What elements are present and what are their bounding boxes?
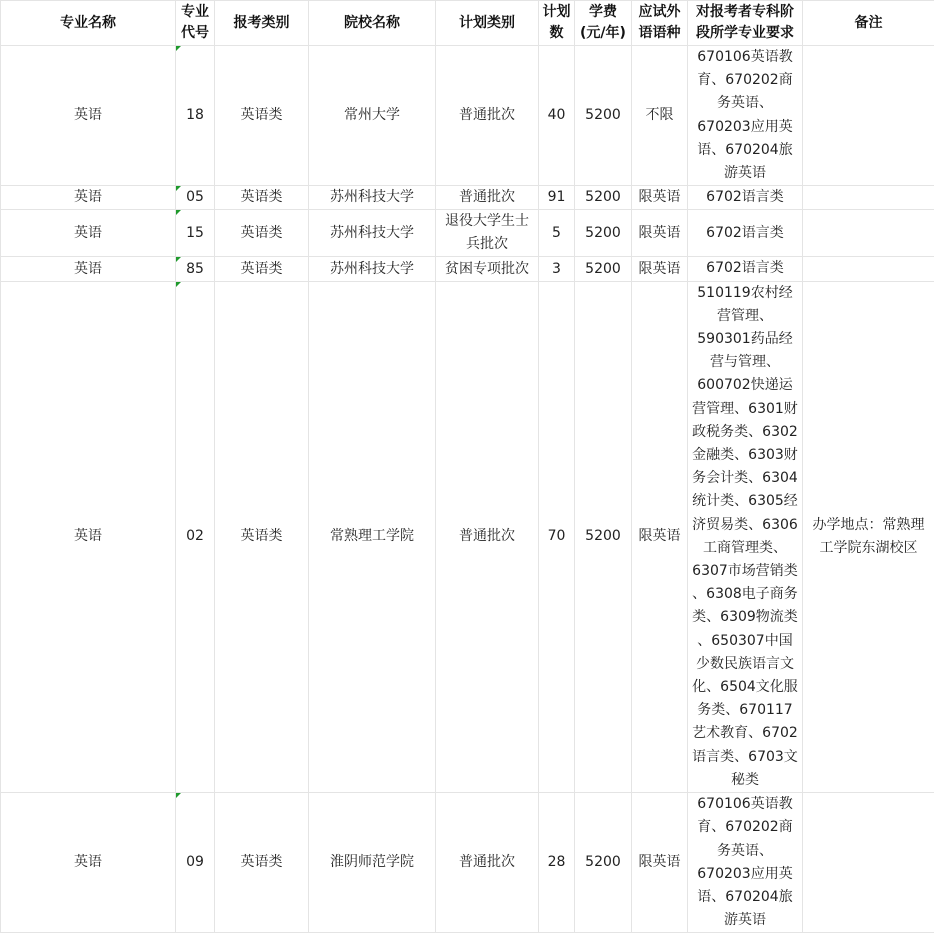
requirement-cell-line: 670106英语教	[690, 793, 800, 816]
header-major-name: 专业名称	[1, 1, 176, 46]
major-code-cell: 18	[176, 46, 215, 186]
requirement-cell-line: 务英语、	[690, 92, 800, 115]
tuition-cell: 5200	[575, 186, 632, 210]
header-plan-count-line: 数	[541, 23, 572, 44]
note-cell	[803, 210, 934, 257]
requirement-cell-line: 590301药品经	[690, 328, 800, 351]
exam-category-cell: 英语类	[215, 210, 309, 257]
plan-type-cell-line: 普通批次	[438, 525, 536, 548]
foreign-language-cell: 限英语	[632, 281, 688, 792]
requirement-cell-line: 务类、670117	[690, 699, 800, 722]
requirement-cell	[688, 257, 803, 281]
exam-category-cell: 英语类	[215, 257, 309, 281]
foreign-language-cell: 限英语	[632, 257, 688, 281]
plan-type-cell-line: 退役大学生士	[438, 210, 536, 233]
tuition-cell: 5200	[575, 257, 632, 281]
header-requirement-line: 段所学专业要求	[690, 23, 800, 44]
requirement-cell-line: 、650307中国	[690, 630, 800, 653]
requirement-cell-line: 、6308电子商务	[690, 583, 800, 606]
header-requirement-line: 对报考者专科阶	[690, 2, 800, 23]
note-cell	[803, 257, 934, 281]
requirement-cell-line: 游英语	[690, 162, 800, 185]
major-code-cell: 02	[176, 281, 215, 792]
header-plan-count	[539, 1, 575, 46]
plan-count-cell: 40	[539, 46, 575, 186]
note-cell-line: 办学地点：常熟理	[807, 514, 930, 537]
header-foreign-language-line: 应试外	[634, 2, 685, 23]
plan-type-cell	[436, 281, 539, 792]
table-row	[1, 793, 934, 933]
header-major-code-line: 代号	[178, 23, 212, 44]
exam-category-cell: 英语类	[215, 186, 309, 210]
requirement-cell-line: 统计类、6305经	[690, 490, 800, 513]
table-row	[1, 281, 934, 792]
major-code-cell: 15	[176, 210, 215, 257]
plan-type-cell-line: 普通批次	[438, 186, 536, 209]
requirement-cell-line: 艺术教育、6702	[690, 722, 800, 745]
header-plan-count-line: 计划	[541, 2, 572, 23]
table-body	[1, 46, 934, 933]
requirement-cell-line: 秘类	[690, 769, 800, 792]
plan-type-cell-line: 普通批次	[438, 851, 536, 874]
table-row	[1, 210, 934, 257]
major-name-cell: 英语	[1, 46, 176, 186]
tuition-cell: 5200	[575, 210, 632, 257]
school-name-cell: 苏州科技大学	[309, 186, 436, 210]
requirement-cell-line: 600702快递运	[690, 374, 800, 397]
note-cell	[803, 793, 934, 933]
foreign-language-cell: 不限	[632, 46, 688, 186]
requirement-cell-line: 营与管理、	[690, 351, 800, 374]
requirement-cell	[688, 46, 803, 186]
major-name-cell: 英语	[1, 793, 176, 933]
major-name-cell: 英语	[1, 281, 176, 792]
table-row	[1, 257, 934, 281]
major-name-cell: 英语	[1, 257, 176, 281]
foreign-language-cell: 限英语	[632, 793, 688, 933]
tuition-cell: 5200	[575, 281, 632, 792]
tuition-cell: 5200	[575, 46, 632, 186]
requirement-cell-line: 语、670204旅	[690, 886, 800, 909]
exam-category-cell: 英语类	[215, 793, 309, 933]
plan-type-cell	[436, 793, 539, 933]
requirement-cell-line: 务会计类、6304	[690, 467, 800, 490]
header-school-name: 院校名称	[309, 1, 436, 46]
exam-category-cell: 英语类	[215, 46, 309, 186]
plan-count-cell: 5	[539, 210, 575, 257]
requirement-cell-line: 育、670202商	[690, 816, 800, 839]
requirement-cell-line: 济贸易类、6306	[690, 514, 800, 537]
header-note: 备注	[803, 1, 934, 46]
table-row	[1, 186, 934, 210]
note-cell	[803, 281, 934, 792]
major-code-cell: 05	[176, 186, 215, 210]
school-name-cell: 苏州科技大学	[309, 210, 436, 257]
requirement-cell-line: 语言类、6703文	[690, 746, 800, 769]
major-name-cell: 英语	[1, 186, 176, 210]
requirement-cell-line: 政税务类、6302	[690, 421, 800, 444]
requirement-cell-line: 金融类、6303财	[690, 444, 800, 467]
plan-type-cell	[436, 186, 539, 210]
requirement-cell-line: 少数民族语言文	[690, 653, 800, 676]
requirement-cell-line: 语、670204旅	[690, 139, 800, 162]
exam-category-cell: 英语类	[215, 281, 309, 792]
note-cell	[803, 186, 934, 210]
requirement-cell-line: 670203应用英	[690, 863, 800, 886]
requirement-cell	[688, 186, 803, 210]
header-tuition-line: 学费	[577, 2, 629, 23]
plan-count-cell: 70	[539, 281, 575, 792]
plan-type-cell-line: 贫困专项批次	[438, 258, 536, 281]
requirement-cell-line: 6702语言类	[690, 186, 800, 209]
header-plan-type: 计划类别	[436, 1, 539, 46]
requirement-cell-line: 类、6309物流类	[690, 606, 800, 629]
school-name-cell: 淮阴师范学院	[309, 793, 436, 933]
plan-type-cell-line: 普通批次	[438, 104, 536, 127]
requirement-cell-line: 育、670202商	[690, 69, 800, 92]
requirement-cell-line: 6702语言类	[690, 222, 800, 245]
requirement-cell-line: 营管理、6301财	[690, 398, 800, 421]
major-code-cell: 85	[176, 257, 215, 281]
requirement-cell	[688, 281, 803, 792]
plan-type-cell	[436, 210, 539, 257]
requirement-cell-line: 6702语言类	[690, 257, 800, 280]
header-tuition	[575, 1, 632, 46]
requirement-cell-line: 工商管理类、	[690, 537, 800, 560]
requirement-cell-line: 510119农村经	[690, 282, 800, 305]
header-row	[1, 1, 934, 46]
header-requirement	[688, 1, 803, 46]
foreign-language-cell: 限英语	[632, 210, 688, 257]
plan-count-cell: 3	[539, 257, 575, 281]
plan-type-cell-line: 兵批次	[438, 233, 536, 256]
requirement-cell-line: 务英语、	[690, 840, 800, 863]
note-cell-line: 工学院东湖校区	[807, 537, 930, 560]
major-name-cell: 英语	[1, 210, 176, 257]
requirement-cell	[688, 210, 803, 257]
requirement-cell-line: 化、6504文化服	[690, 676, 800, 699]
header-foreign-language	[632, 1, 688, 46]
requirement-cell-line: 670106英语教	[690, 46, 800, 69]
school-name-cell: 常州大学	[309, 46, 436, 186]
header-exam-category: 报考类别	[215, 1, 309, 46]
plan-count-cell: 91	[539, 186, 575, 210]
plan-count-cell: 28	[539, 793, 575, 933]
requirement-cell-line: 游英语	[690, 909, 800, 932]
plan-type-cell	[436, 46, 539, 186]
tuition-cell: 5200	[575, 793, 632, 933]
header-major-code-line: 专业	[178, 2, 212, 23]
foreign-language-cell: 限英语	[632, 186, 688, 210]
note-cell	[803, 46, 934, 186]
school-name-cell: 常熟理工学院	[309, 281, 436, 792]
school-name-cell: 苏州科技大学	[309, 257, 436, 281]
table-row	[1, 46, 934, 186]
header-tuition-line: (元/年)	[577, 23, 629, 44]
requirement-cell	[688, 793, 803, 933]
requirement-cell-line: 670203应用英	[690, 116, 800, 139]
requirement-cell-line: 营管理、	[690, 305, 800, 328]
major-code-cell: 09	[176, 793, 215, 933]
requirement-cell-line: 6307市场营销类	[690, 560, 800, 583]
header-major-code	[176, 1, 215, 46]
plan-type-cell	[436, 257, 539, 281]
header-foreign-language-line: 语语种	[634, 23, 685, 44]
